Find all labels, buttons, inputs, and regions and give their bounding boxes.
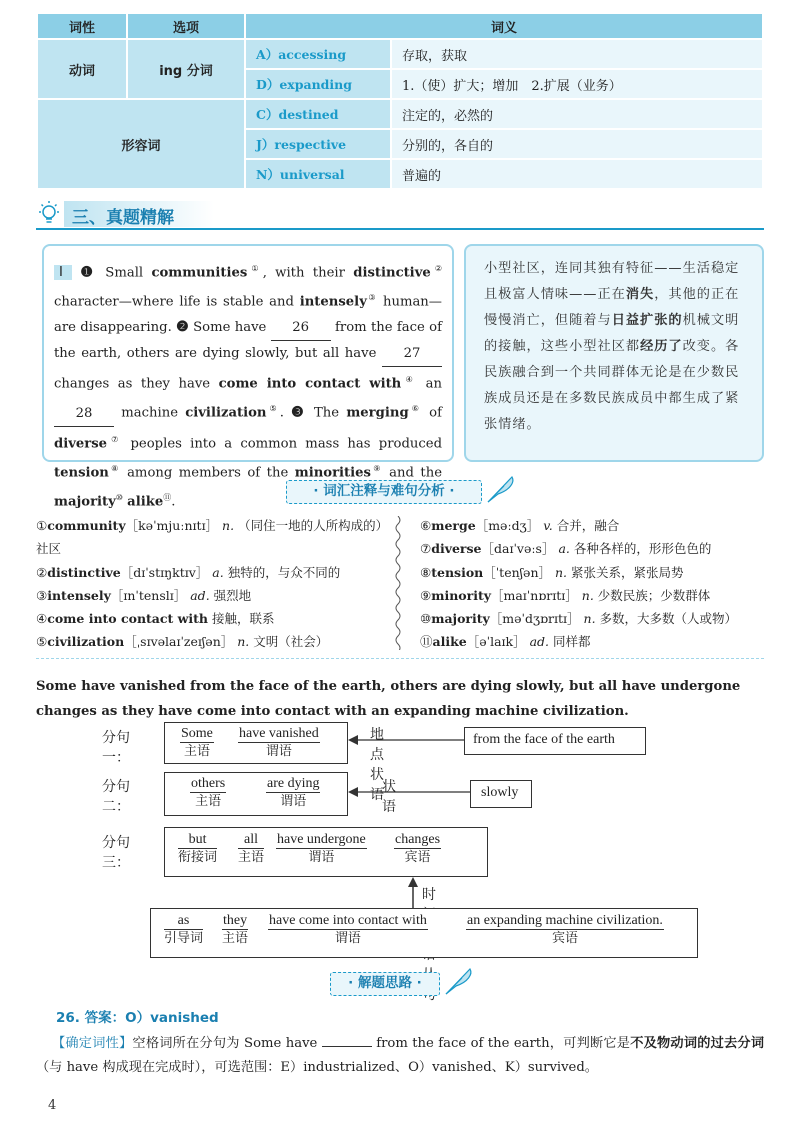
option-a: A）accessing [245, 39, 391, 69]
footnote-mark: ① [247, 264, 263, 273]
clause-1-label: 分句一： [102, 730, 130, 766]
arrow-up-icon [406, 877, 420, 909]
column-divider [392, 516, 404, 650]
key-sentence: Some have vanished from the face of the earth, others are dying slowly, but all have undergone changes as they have come into contact with an expanding machine civilization. [36, 679, 741, 719]
vocab-title [286, 480, 482, 504]
option-c: C）destined [245, 99, 391, 129]
vocab-list-left [36, 514, 386, 654]
vocab-item: ②distinctive［dɪˈstɪŋktɪv］ a. 独特的，与众不同的 [36, 564, 341, 580]
divider [36, 658, 764, 659]
clause-1-subject: Some 主语 [181, 726, 213, 759]
clause-4-conjunction: as 引导词 [164, 913, 204, 946]
footnote-mark: ⑨ [370, 463, 383, 473]
translation-text: 改变。各民族融合到一个共同群体无论是在少数民族成员还是在多数民族成员中都生成了紧张情绪。 [484, 339, 740, 432]
footnote-mark: ② [430, 264, 443, 273]
translation-bold: 日益扩张的 [611, 313, 683, 328]
word-come-into-contact: come into contact with [218, 376, 402, 392]
footnote-mark: ⑧ [108, 463, 121, 473]
passage-text: an [417, 376, 442, 392]
solve-title-text: · 解题思路 · [348, 975, 422, 991]
sentence-3-num: ❸ [291, 404, 307, 421]
translation-text: 机械文明的接触，这些小型社区都 [484, 313, 740, 354]
clause-1-adverbial: from the face of the earth [464, 727, 646, 755]
vocab-item: ③intensely［ɪnˈtenslɪ］ ad. 强烈地 [36, 587, 252, 603]
footnote-mark: ⑦ [107, 434, 123, 444]
passage-text: . [279, 405, 284, 421]
clause-2-label: 分句二： [102, 779, 130, 815]
arrow-left-icon [348, 733, 464, 747]
table-header-option: 选项 [127, 13, 245, 39]
footnote-mark: ③ [366, 293, 378, 303]
blank-28[interactable]: 28 [54, 401, 114, 427]
meaning-d: 1.（使）扩大；增加 2.扩展（业务） [391, 69, 763, 99]
word-tension: tension [54, 465, 109, 481]
pos-verb: 动词 [37, 39, 127, 99]
vocab-item: ⑪alike［əˈlaɪk］ ad. 同样都 [420, 634, 591, 650]
clause-3-object: changes 宾语 [395, 832, 441, 865]
section-title: 三、真题精解 [72, 208, 174, 228]
translation-text: ，其他的正在慢慢消亡，但随着与 [484, 287, 740, 328]
footnote-mark: ④ [401, 374, 418, 384]
vocab-item: ⑥merge［məːdʒ］ v. 合并，融合 [420, 518, 620, 533]
clause-3-label: 分句三： [102, 835, 130, 871]
vocab-item: ⑩majority［məˈdʒɒrɪtɪ］ n. 多数，大多数（人或物） [420, 611, 738, 627]
vocab-list-right [420, 514, 764, 654]
vocab-item: ①community［kəˈmjuːnɪtɪ］ n. （同住一地的人所构成的）社区 [36, 518, 382, 557]
word-diverse: diverse [54, 435, 108, 451]
footnote-mark: ⑪ [163, 493, 172, 503]
passage-roman: Ⅰ [54, 265, 72, 280]
blank-26[interactable]: 26 [271, 315, 331, 341]
analysis-blank [322, 1046, 372, 1047]
word-alike: alike [127, 494, 164, 510]
option-j: J）respective [245, 129, 391, 159]
option-d: D）expanding [245, 69, 391, 99]
analysis-bold: 不及物动词的过去分词 [630, 1036, 765, 1051]
solve-title [330, 972, 440, 996]
word-majority: majority [54, 494, 116, 510]
passage-text: The [314, 405, 340, 421]
clause-2-subject: others 主语 [191, 776, 226, 809]
vocab-item: ⑦diverse［daɪˈvəːs］ a. 各种各样的，形形色色的 [420, 541, 712, 557]
section-header [36, 198, 764, 230]
passage-text: human—are disappearing. [54, 294, 442, 335]
vocab-item: ⑤civilization［ˌsɪvəlaɪˈzeɪʃən］ n. 文明（社会） [36, 634, 329, 650]
passage-text: Some have [193, 319, 267, 335]
passage-text: from the face of the earth, others are dying slowly, but all have [54, 319, 442, 361]
verb-form: ing 分词 [127, 39, 245, 99]
analysis-text: from the face of the earth，可判断它是 [376, 1036, 631, 1051]
clause-3-conjunction: but 衔接词 [178, 832, 218, 865]
clause-2-predicate: are dying 谓语 [267, 776, 320, 809]
clause-2-adverbial: slowly [470, 780, 532, 808]
page-number: 4 [48, 1098, 57, 1113]
analysis-text: （与 have 构成现在完成时），可选范围：E）industrialized、O）vanished、K）survived。 [36, 1060, 598, 1075]
passage-text: among members of the [120, 465, 289, 481]
word-intensely: intensely [299, 294, 367, 310]
analysis-paragraph [36, 1032, 764, 1080]
passage-text: , with their [262, 265, 345, 281]
word-merging: merging [346, 405, 409, 421]
clause-3-predicate: have undergone 谓语 [277, 832, 366, 865]
meaning-n: 普遍的 [391, 159, 763, 189]
translation-bold: 消失 [625, 287, 655, 302]
pos-adj: 形容词 [37, 99, 245, 189]
translation-bold: 经历了 [640, 339, 683, 354]
vocab-options-table [36, 12, 764, 190]
sentence-1-num: ❶ [80, 264, 97, 281]
word-minorities: minorities [294, 465, 371, 481]
translation-text: 小型社区，连同其独有特征——生活稳定且极富人情味——正在 [484, 261, 740, 302]
passage-text: and the [382, 465, 443, 481]
word-civilization: civilization [185, 405, 267, 421]
meaning-c: 注定的，必然的 [391, 99, 763, 129]
translation-box [464, 244, 764, 462]
analysis-tag: 【确定词性】 [52, 1036, 133, 1051]
clause-3-subject: all 主语 [238, 832, 265, 865]
footnote-mark: ⑩ [115, 493, 123, 503]
table-header-meaning: 词义 [245, 13, 763, 39]
passage-text: . [171, 494, 176, 510]
passage-text: changes as they have [54, 376, 211, 392]
clause-4-subject: they 主语 [222, 913, 249, 946]
blank-27[interactable]: 27 [382, 341, 442, 367]
footnote-mark: ⑥ [408, 404, 422, 414]
quill-icon [484, 474, 518, 504]
quill-icon [442, 966, 476, 996]
footnote-mark: ⑤ [266, 404, 280, 414]
meaning-j: 分别的，各自的 [391, 129, 763, 159]
word-communities: communities [151, 265, 248, 281]
clause-1-adv-label: 地点状语 [370, 727, 384, 803]
clause-3-sub-label: 时 [422, 887, 436, 903]
passage-text: character—where life is stable and [54, 294, 294, 310]
clause-4-predicate: have come into contact with 谓语 [269, 913, 427, 946]
passage-text: peoples into a common mass has produced [122, 435, 443, 451]
meaning-a: 存取，获取 [391, 39, 763, 69]
lightbulb-icon [36, 200, 62, 226]
vocab-title-text: · 词汇注释与难句分析 · [313, 483, 455, 499]
table-header-pos: 词性 [37, 13, 127, 39]
sentence-2-num: ❷ [176, 318, 189, 335]
clause-2-adv-label: 状语 [382, 779, 396, 815]
arrow-left-icon [348, 785, 470, 799]
passage-text: Small [105, 265, 144, 281]
passage-text: machine [121, 405, 178, 421]
clause-4-object: an expanding machine civilization. 宾语 [467, 913, 663, 946]
passage-text: of [421, 405, 442, 421]
word-distinctive: distinctive [353, 265, 431, 281]
analysis-text: 空格词所在分句为 Some have [132, 1036, 318, 1051]
vocab-item: ④come into contact with 接触，联系 [36, 611, 275, 627]
clause-1-predicate: have vanished 谓语 [239, 726, 319, 759]
option-n: N）universal [245, 159, 391, 189]
vocab-item: ⑨minority［maɪˈnɒrɪtɪ］ n. 少数民族；少数群体 [420, 587, 711, 603]
vocab-item: ⑧tension［ˈtenʃən］ n. 紧张关系，紧张局势 [420, 564, 684, 580]
answer-26: 26. 答案：O）vanished [56, 1010, 219, 1026]
